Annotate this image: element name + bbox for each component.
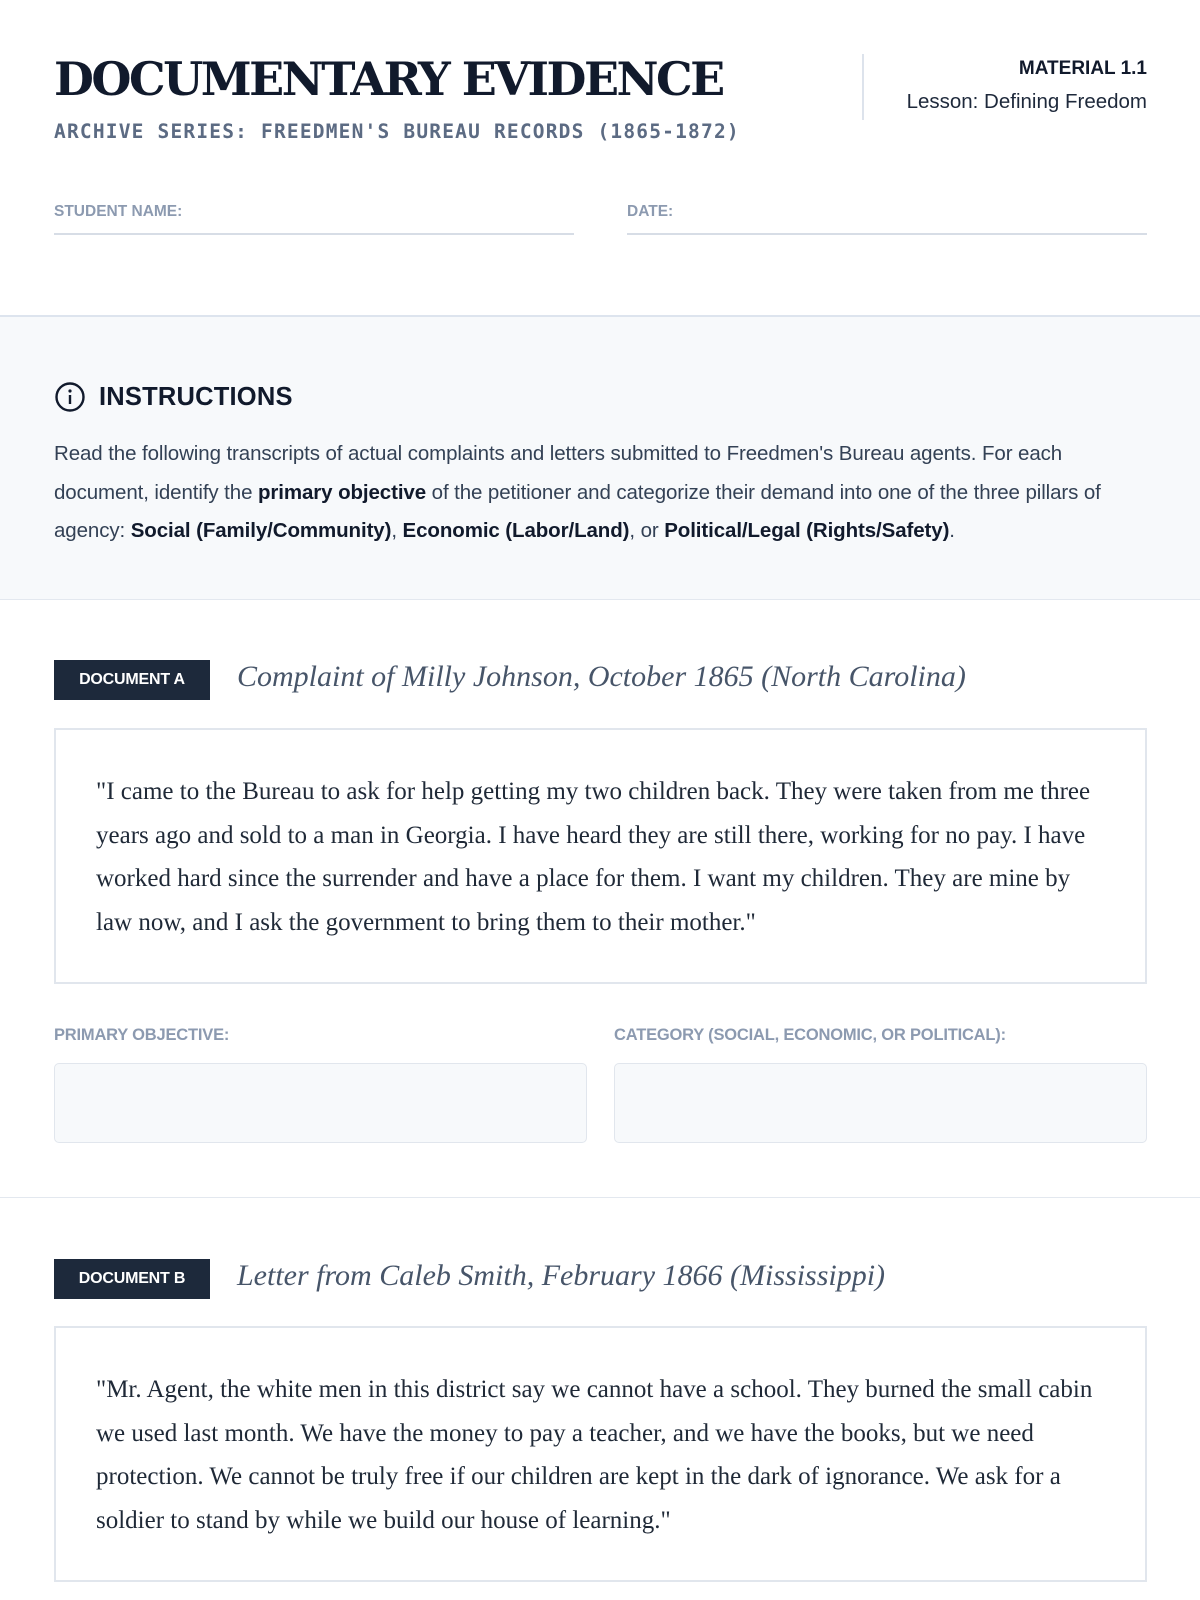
archive-series-subtitle: ARCHIVE SERIES: FREEDMEN'S BUREAU RECORDS (1865-1872)	[54, 120, 740, 143]
instructions-heading	[54, 381, 293, 413]
category-label: CATEGORY (SOCIAL, ECONOMIC, OR POLITICAL):	[614, 1026, 1006, 1044]
instructions-panel	[0, 315, 1200, 600]
emphasis-political: Political/Legal (Rights/Safety)	[664, 519, 950, 542]
document-transcript-box	[54, 728, 1147, 984]
document-transcript-box	[54, 1326, 1147, 1582]
document-title: Complaint of Milly Johnson, October 1865 (North Carolina)	[237, 660, 966, 693]
page-title: DOCUMENTARY EVIDENCE	[54, 52, 723, 106]
section-divider	[0, 1197, 1200, 1198]
date-label: DATE:	[627, 203, 674, 220]
date-field[interactable]	[627, 203, 1147, 235]
category-input[interactable]	[614, 1063, 1147, 1143]
document-quote: "Mr. Agent, the white men in this district say we cannot have a school. They burned the small cabin we used last month. We have the money to pay a teacher, and we have the books, but we need protection. We cannot be truly free if our children are kept in the dark of ignorance. We ask for a soldier to stand by while we build our house of learning."	[96, 1376, 1093, 1534]
student-name-field[interactable]	[54, 203, 574, 235]
document-title: Letter from Caleb Smith, February 1866 (Mississippi)	[237, 1259, 886, 1292]
document-badge: DOCUMENT B	[54, 1259, 210, 1299]
emphasis-economic: Economic (Labor/Land)	[402, 519, 630, 542]
worksheet-header	[54, 52, 1147, 148]
student-name-label: STUDENT NAME:	[54, 203, 183, 220]
header-divider	[862, 54, 864, 120]
emphasis-social: Social (Family/Community)	[130, 519, 392, 542]
lesson-title: Lesson: Defining Freedom	[906, 90, 1147, 113]
document-quote: "I came to the Bureau to ask for help getting my two children back. They were taken from me three years ago and sold to a man in Georgia. I have heard they are still there, working for no pay. I have worked hard since the surrender and have a place for them. I want my children. They are mine by law now, and I ask the government to bring them to their mother."	[96, 778, 1091, 936]
document-badge: DOCUMENT A	[54, 660, 210, 700]
primary-objective-label: PRIMARY OBJECTIVE:	[54, 1026, 230, 1044]
instructions-text: Read the following transcripts of actual complaints and letters submitted to Freedmen's Bureau agents. For each document, identify the primary objective of the petitioner and categorize their demand into one of the three pillars of agency: Social (Family/Community), Economic (Labor/Land), or Political/Legal (Rights/Safety).	[54, 442, 1101, 542]
instructions-title: INSTRUCTIONS	[99, 382, 293, 411]
material-number: MATERIAL 1.1	[1018, 58, 1147, 79]
emphasis-primary-objective: primary objective	[257, 480, 427, 504]
info-icon	[54, 381, 86, 413]
primary-objective-input[interactable]	[54, 1063, 587, 1143]
